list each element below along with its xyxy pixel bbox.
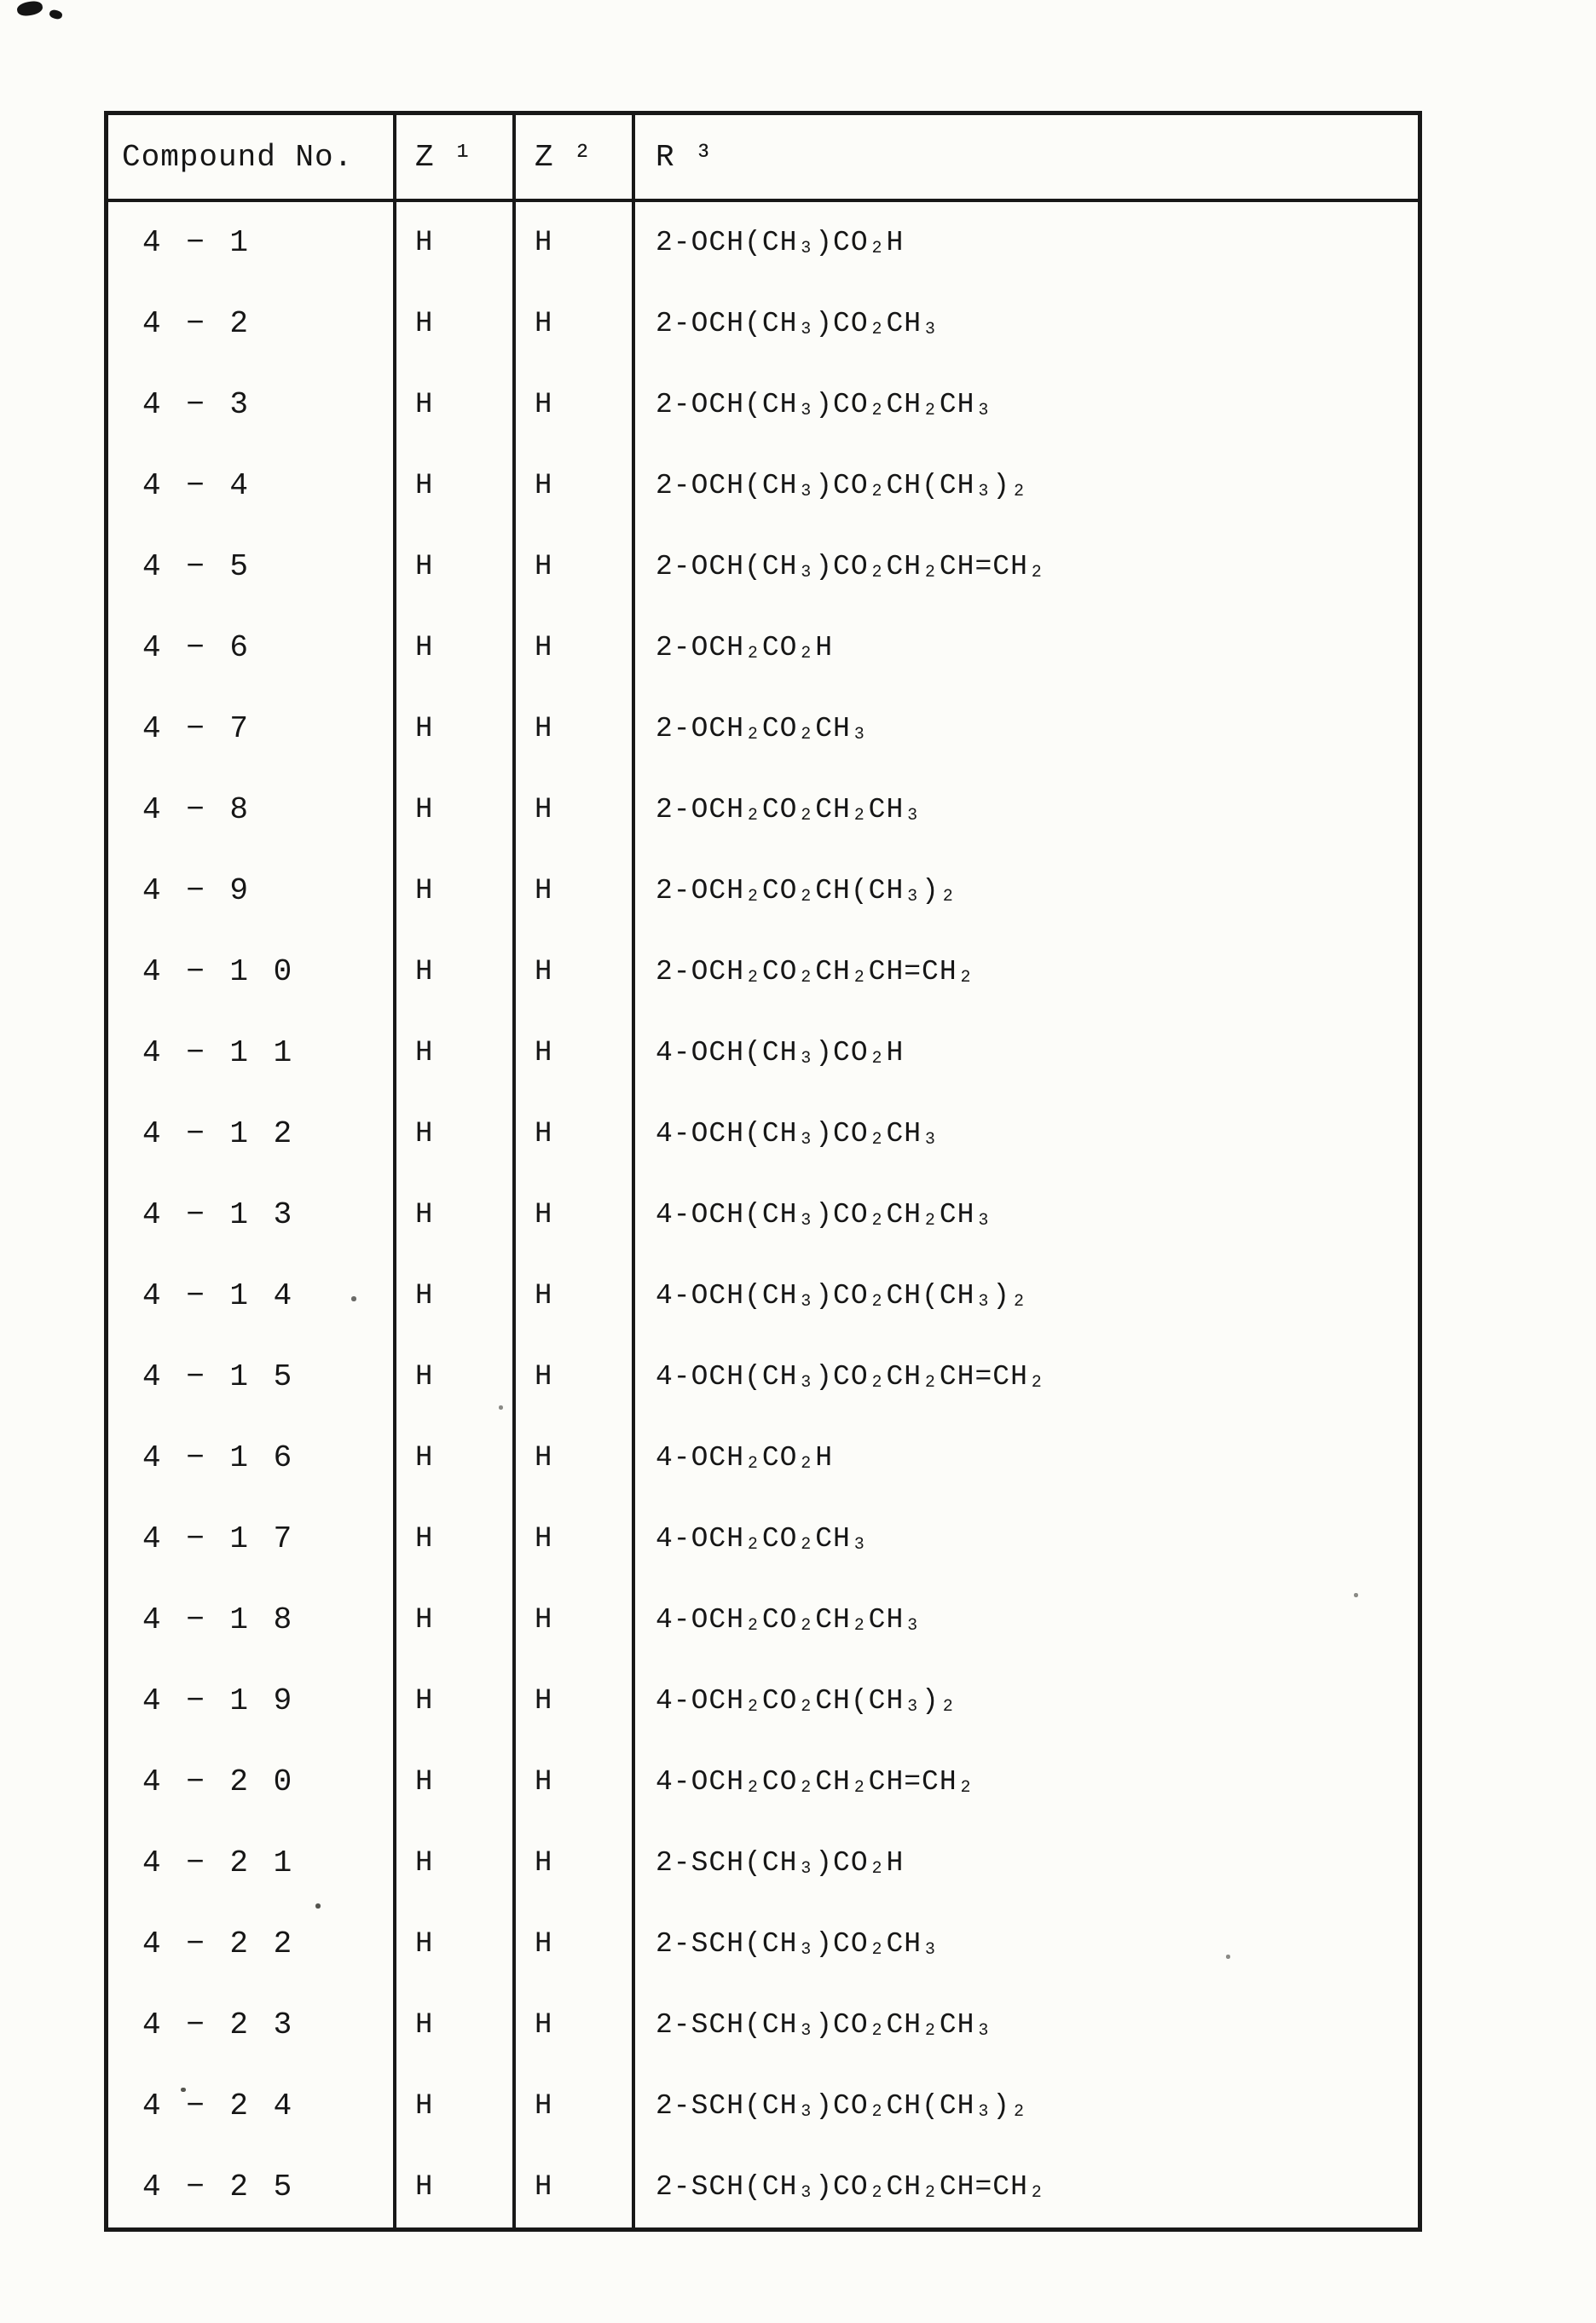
z1-cell: H [396, 283, 516, 364]
r3-cell: 2-OCH₂CO₂CH₂CH=CH₂ [656, 956, 975, 988]
r3-cell: 2-OCH₂CO₂CH₂CH₃ [656, 794, 922, 826]
table-row [108, 1012, 1418, 1093]
scan-artifact [16, 0, 43, 17]
table-row [108, 1660, 1418, 1741]
compound-no-cell: 4 − 1 3 [108, 1174, 396, 1255]
z1-cell: H [396, 607, 516, 688]
r3-cell: 2-OCH(CH₃)CO₂CH₃ [656, 308, 940, 339]
z1-cell: H [396, 688, 516, 769]
compound-no-cell: 4 − 1 6 [108, 1417, 396, 1498]
r3-cell: 2-SCH(CH₃)CO₂CH₂CH=CH₂ [656, 2171, 1046, 2203]
header-z2: Z ² [516, 115, 635, 199]
table-row [108, 1255, 1418, 1336]
r3-cell: 2-OCH(CH₃)CO₂CH₂CH=CH₂ [656, 551, 1046, 582]
z1-cell: H [396, 1336, 516, 1417]
z1-cell: H [396, 1984, 516, 2065]
z2-cell: H [516, 931, 635, 1012]
z2-cell: H [516, 1417, 635, 1498]
z2-cell: H [516, 1984, 635, 2065]
compound-no-cell: 4 − 1 0 [108, 931, 396, 1012]
z1-cell: H [396, 1822, 516, 1903]
z1-cell: H [396, 850, 516, 931]
z1-cell: H [396, 769, 516, 850]
compound-no-cell: 4 − 1 8 [108, 1579, 396, 1660]
table-header-row [108, 115, 1418, 202]
header-r3: R ³ [656, 139, 714, 175]
z1-cell: H [396, 1012, 516, 1093]
z2-cell: H [516, 688, 635, 769]
header-compound-no: Compound No. [108, 115, 396, 199]
z1-cell: H [396, 445, 516, 526]
z1-cell: H [396, 1174, 516, 1255]
z1-cell: H [396, 1417, 516, 1498]
z2-cell: H [516, 202, 635, 283]
compound-no-cell: 4 − 2 0 [108, 1741, 396, 1822]
table-row [108, 1336, 1418, 1417]
z1-cell: H [396, 1093, 516, 1174]
compound-table [104, 111, 1422, 2232]
z2-cell: H [516, 2146, 635, 2227]
z2-cell: H [516, 445, 635, 526]
table-row [108, 1984, 1418, 2065]
r3-cell: 2-SCH(CH₃)CO₂H [656, 1847, 905, 1879]
z1-cell: H [396, 1255, 516, 1336]
z2-cell: H [516, 1660, 635, 1741]
z2-cell: H [516, 2065, 635, 2146]
z1-cell: H [396, 1579, 516, 1660]
r3-cell: 4-OCH(CH₃)CO₂CH₂CH₃ [656, 1199, 993, 1231]
z2-cell: H [516, 1903, 635, 1984]
r3-cell: 2-SCH(CH₃)CO₂CH₃ [656, 1928, 940, 1960]
z2-cell: H [516, 1498, 635, 1579]
z2-cell: H [516, 1579, 635, 1660]
compound-no-cell: 4 − 1 5 [108, 1336, 396, 1417]
r3-cell: 4-OCH(CH₃)CO₂H [656, 1037, 905, 1069]
compound-no-cell: 4 − 2 4 [108, 2065, 396, 2146]
compound-no-cell: 4 − 1 9 [108, 1660, 396, 1741]
z2-cell: H [516, 364, 635, 445]
table-row [108, 2065, 1418, 2146]
r3-cell: 4-OCH(CH₃)CO₂CH₂CH=CH₂ [656, 1361, 1046, 1393]
compound-no-cell: 4 − 6 [108, 607, 396, 688]
z2-cell: H [516, 283, 635, 364]
r3-cell: 2-SCH(CH₃)CO₂CH₂CH₃ [656, 2009, 993, 2041]
r3-cell: 2-OCH(CH₃)CO₂CH(CH₃)₂ [656, 470, 1028, 501]
z1-cell: H [396, 931, 516, 1012]
table-row [108, 445, 1418, 526]
table-row [108, 769, 1418, 850]
table-row [108, 526, 1418, 607]
compound-no-cell: 4 − 1 2 [108, 1093, 396, 1174]
compound-no-cell: 4 − 7 [108, 688, 396, 769]
z2-cell: H [516, 1822, 635, 1903]
table-row [108, 850, 1418, 931]
compound-no-cell: 4 − 3 [108, 364, 396, 445]
r3-cell: 4-OCH(CH₃)CO₂CH₃ [656, 1118, 940, 1150]
table-row [108, 1903, 1418, 1984]
compound-no-cell: 4 − 2 [108, 283, 396, 364]
compound-no-cell: 4 − 2 1 [108, 1822, 396, 1903]
table-row [108, 1579, 1418, 1660]
table-row [108, 1093, 1418, 1174]
r3-cell: 4-OCH₂CO₂CH(CH₃)₂ [656, 1685, 957, 1717]
z1-cell: H [396, 1660, 516, 1741]
r3-cell: 2-OCH₂CO₂H [656, 632, 834, 663]
z2-cell: H [516, 1255, 635, 1336]
r3-cell: 4-OCH₂CO₂CH₂CH=CH₂ [656, 1766, 975, 1798]
r3-cell: 4-OCH₂CO₂CH₃ [656, 1523, 869, 1555]
compound-no-cell: 4 − 2 5 [108, 2146, 396, 2227]
z2-cell: H [516, 1336, 635, 1417]
compound-no-cell: 4 − 8 [108, 769, 396, 850]
table-row [108, 283, 1418, 364]
table-row [108, 607, 1418, 688]
table-row [108, 1417, 1418, 1498]
table-row [108, 931, 1418, 1012]
compound-no-cell: 4 − 9 [108, 850, 396, 931]
z1-cell: H [396, 364, 516, 445]
table-row [108, 688, 1418, 769]
compound-no-cell: 4 − 1 1 [108, 1012, 396, 1093]
header-z1: Z ¹ [396, 115, 516, 199]
z2-cell: H [516, 769, 635, 850]
z1-cell: H [396, 1498, 516, 1579]
z2-cell: H [516, 850, 635, 931]
z1-cell: H [396, 526, 516, 607]
r3-cell: 2-OCH(CH₃)CO₂H [656, 227, 905, 258]
z1-cell: H [396, 2065, 516, 2146]
z2-cell: H [516, 1012, 635, 1093]
table-row [108, 2146, 1418, 2227]
r3-cell: 4-OCH(CH₃)CO₂CH(CH₃)₂ [656, 1280, 1028, 1312]
table-body [108, 202, 1418, 2227]
compound-no-cell: 4 − 1 [108, 202, 396, 283]
compound-no-cell: 4 − 5 [108, 526, 396, 607]
z2-cell: H [516, 607, 635, 688]
z2-cell: H [516, 1093, 635, 1174]
compound-no-cell: 4 − 1 4 [108, 1255, 396, 1336]
table-row [108, 1498, 1418, 1579]
scan-artifact [49, 9, 63, 20]
z2-cell: H [516, 1741, 635, 1822]
r3-cell: 2-OCH(CH₃)CO₂CH₂CH₃ [656, 389, 993, 420]
compound-no-cell: 4 − 1 7 [108, 1498, 396, 1579]
z1-cell: H [396, 202, 516, 283]
compound-no-cell: 4 − 2 2 [108, 1903, 396, 1984]
table-row [108, 1741, 1418, 1822]
z1-cell: H [396, 2146, 516, 2227]
z2-cell: H [516, 526, 635, 607]
r3-cell: 2-SCH(CH₃)CO₂CH(CH₃)₂ [656, 2090, 1028, 2122]
z2-cell: H [516, 1174, 635, 1255]
r3-cell: 4-OCH₂CO₂H [656, 1442, 834, 1474]
table-row [108, 202, 1418, 283]
r3-cell: 2-OCH₂CO₂CH₃ [656, 713, 869, 744]
z1-cell: H [396, 1903, 516, 1984]
table-row [108, 1822, 1418, 1903]
r3-cell: 4-OCH₂CO₂CH₂CH₃ [656, 1604, 922, 1636]
compound-no-cell: 4 − 4 [108, 445, 396, 526]
table-row [108, 364, 1418, 445]
table-row [108, 1174, 1418, 1255]
r3-cell: 2-OCH₂CO₂CH(CH₃)₂ [656, 875, 957, 907]
compound-no-cell: 4 − 2 3 [108, 1984, 396, 2065]
z1-cell: H [396, 1741, 516, 1822]
